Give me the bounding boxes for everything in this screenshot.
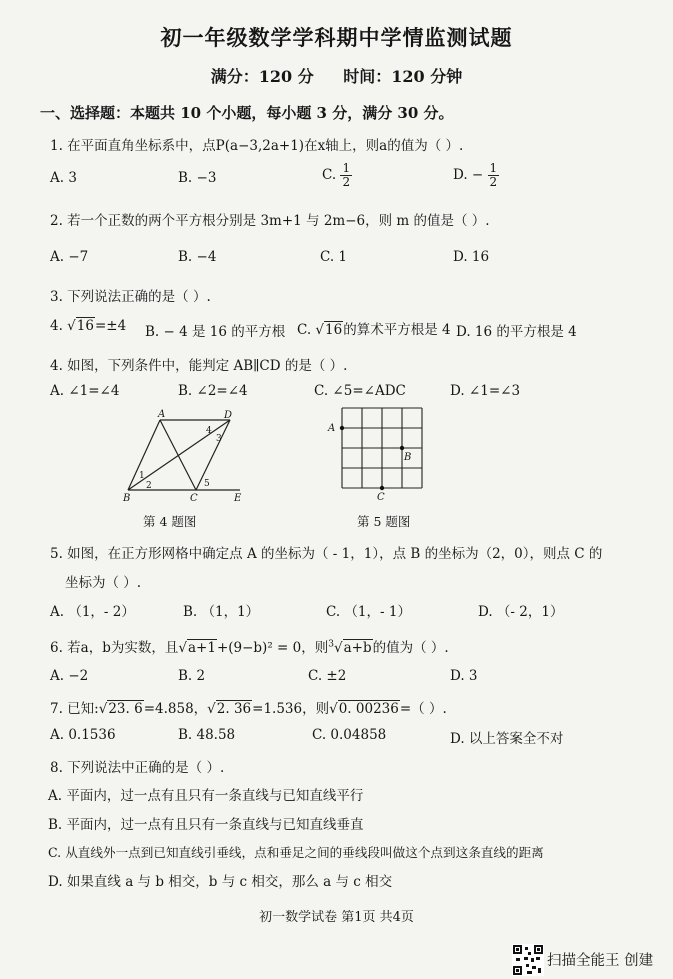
fig5-point-c: [380, 486, 384, 490]
fig5-point-b: [400, 446, 404, 450]
fig4-label-d: D: [224, 410, 233, 421]
fig4-angle-3: 3: [216, 434, 222, 444]
q7-value-2: =1.536，则: [252, 701, 330, 717]
q5-option-d: D. （- 2，1）: [478, 604, 564, 620]
q1-option-d-fraction: [488, 162, 500, 189]
q4-option-c: C. ∠5=∠ADC: [314, 383, 406, 399]
question-8-stem: 8. 下列说法中正确的是（ ）.: [50, 760, 225, 776]
q1-option-c-fraction: [340, 162, 352, 189]
q6-post: 的值为（ ）.: [372, 640, 449, 656]
q6-option-c: C. ±2: [308, 668, 347, 684]
q3-c-radicand: 16: [325, 322, 343, 338]
q6-pre: 6. 若a，b为实数，且: [50, 640, 179, 656]
figure-4-caption: 第 4 题图: [143, 514, 197, 529]
q7-radicand-1: 23. 6: [108, 701, 143, 717]
question-7-stem: 7. 已知:√23. 6=4.858，√2. 36=1.536，则√0. 00236=（ ）.: [50, 701, 447, 717]
question-2-stem: 2. 若一个正数的两个平方根分别是 3m+1 与 2m−6，则 m 的值是（ ）.: [50, 213, 490, 229]
q1-d-num: 1: [489, 161, 498, 175]
q1-option-b: B. −3: [178, 170, 217, 186]
q3-a-radicand: 16: [76, 318, 94, 334]
exam-title: 初一年级数学学科期中学情监测试题: [160, 25, 513, 50]
q1-c-den: 2: [342, 175, 351, 189]
q1-c-num: 1: [342, 161, 351, 175]
q5-option-b: B. （1，1）: [183, 604, 260, 620]
qr-code-icon: [512, 944, 544, 976]
q3-a-label: 4.: [50, 318, 63, 334]
q7-option-c: C. 0.04858: [312, 727, 387, 743]
fig5-label-c: C: [377, 492, 385, 503]
fig4-angle-1: 1: [139, 471, 145, 481]
q2-option-d: D. 16: [453, 249, 490, 265]
q3-a-rest: =±4: [94, 318, 127, 334]
q8-option-b: B. 平面内，过一点有且只有一条直线与已知直线垂直: [48, 817, 364, 833]
question-4-stem: 4. 如图，下列条件中，能判定 AB∥CD 的是（ ）.: [50, 358, 348, 374]
q4-option-d: D. ∠1=∠3: [450, 383, 521, 399]
q7-radicand-2: 2. 36: [216, 701, 252, 717]
q7-pre: 7. 已知:: [50, 701, 99, 717]
fig4-label-b: B: [123, 493, 131, 504]
q7-option-b: B. 48.58: [178, 727, 236, 743]
fig4-angle-2: 2: [146, 481, 152, 491]
question-6-stem: 6. 若a，b为实数，且√a+1+(9−b)² = 0，则$^3$√a+b的值为（ ）.: [50, 639, 449, 656]
fig4-angle-5: 5: [204, 479, 210, 489]
page-footer: 初一数学试卷 第1页 共4页: [259, 910, 414, 925]
question-3-stem: 3. 下列说法正确的是（ ）.: [50, 289, 211, 305]
figure-5-caption: 第 5 题图: [357, 514, 411, 529]
line-ac: [160, 420, 196, 490]
question-5-stem-line2: 坐标为（ ）.: [65, 575, 142, 591]
q4-option-b: B. ∠2=∠4: [178, 383, 248, 399]
q3-c-label: C.: [297, 322, 312, 338]
q7-option-d: D. 以上答案全不对: [450, 731, 564, 747]
fig5-label-a: A: [328, 423, 336, 434]
full-score: 满分：120 分: [210, 67, 314, 86]
q6-radicand-1: a+1: [187, 640, 216, 656]
figure-5-grid: [322, 403, 424, 503]
q1-option-d-label: D. −: [453, 167, 484, 183]
fig5-label-b: B: [404, 452, 412, 463]
exam-meta: [0, 64, 673, 87]
q2-option-b: B. −4: [178, 249, 217, 265]
q7-radicand-3: 0. 00236: [338, 701, 399, 717]
fig4-angle-4: 4: [206, 426, 212, 436]
q7-value-1: =4.858，: [143, 701, 208, 717]
exam-time: 时间：120 分钟: [343, 67, 463, 86]
q7-option-a: A. 0.1536: [50, 727, 116, 743]
q1-d-den: 2: [489, 175, 498, 189]
question-1-stem: 1. 在平面直角坐标系中，点P(a−3,2a+1)在x轴上，则a的值为（ ）.: [50, 138, 464, 154]
q1-option-c-label: C.: [322, 167, 337, 183]
question-5-stem-line1: 5. 如图，在正方形网格中确定点 A 的坐标为（ - 1，1），点 B 的坐标为（2，0），则点 C 的: [50, 546, 603, 562]
q3-option-a: 4. √16=±4: [50, 318, 127, 334]
q8-option-d: D. 如果直线 a 与 b 相交，b 与 c 相交，那么 a 与 c 相交: [48, 874, 393, 890]
q6-option-a: A. −2: [50, 668, 89, 684]
q8-option-a: A. 平面内，过一点有且只有一条直线与已知直线平行: [48, 788, 364, 804]
q1-option-d: [453, 162, 499, 189]
q5-option-a: A. （1，- 2）: [50, 604, 135, 620]
q4-option-a: A. ∠1=∠4: [50, 383, 120, 399]
q6-option-d: D. 3: [450, 668, 478, 684]
q6-root-index: 3: [328, 639, 334, 650]
q6-mid: +(9−b)² = 0，则: [216, 640, 329, 656]
q5-option-c: C. （1，- 1）: [326, 604, 411, 620]
q3-option-d: D. 16 的平方根是 4: [456, 324, 577, 340]
fig4-label-c: C: [190, 493, 198, 504]
q2-option-a: A. −7: [50, 249, 89, 265]
q6-radicand-2: a+b: [343, 640, 372, 656]
fig5-point-a: [340, 426, 344, 430]
fig4-label-e: E: [234, 493, 242, 504]
fig4-label-a: A: [158, 409, 166, 420]
q3-option-c: C. √16的算术平方根是 4: [297, 322, 451, 338]
section-heading: 一、选择题：本题共 10 个小题，每小题 3 分，满分 30 分。: [40, 104, 454, 122]
q1-option-a: A. 3: [50, 170, 77, 186]
q8-option-c: C. 从直线外一点到已知直线引垂线，点和垂足之间的垂线段叫做这个点到这条直线的距离: [48, 845, 544, 860]
q3-option-b: B. − 4 是 16 的平方根: [145, 324, 286, 340]
q6-option-b: B. 2: [178, 668, 206, 684]
q1-option-c: [322, 162, 352, 189]
figure-4-diagram: [118, 408, 248, 504]
q2-option-c: C. 1: [320, 249, 348, 265]
q7-post: =（ ）.: [399, 701, 447, 717]
line-dc: [196, 420, 230, 490]
scanner-watermark: 扫描全能王 创建: [547, 953, 654, 969]
q3-c-rest: 的算术平方根是 4: [343, 322, 451, 338]
